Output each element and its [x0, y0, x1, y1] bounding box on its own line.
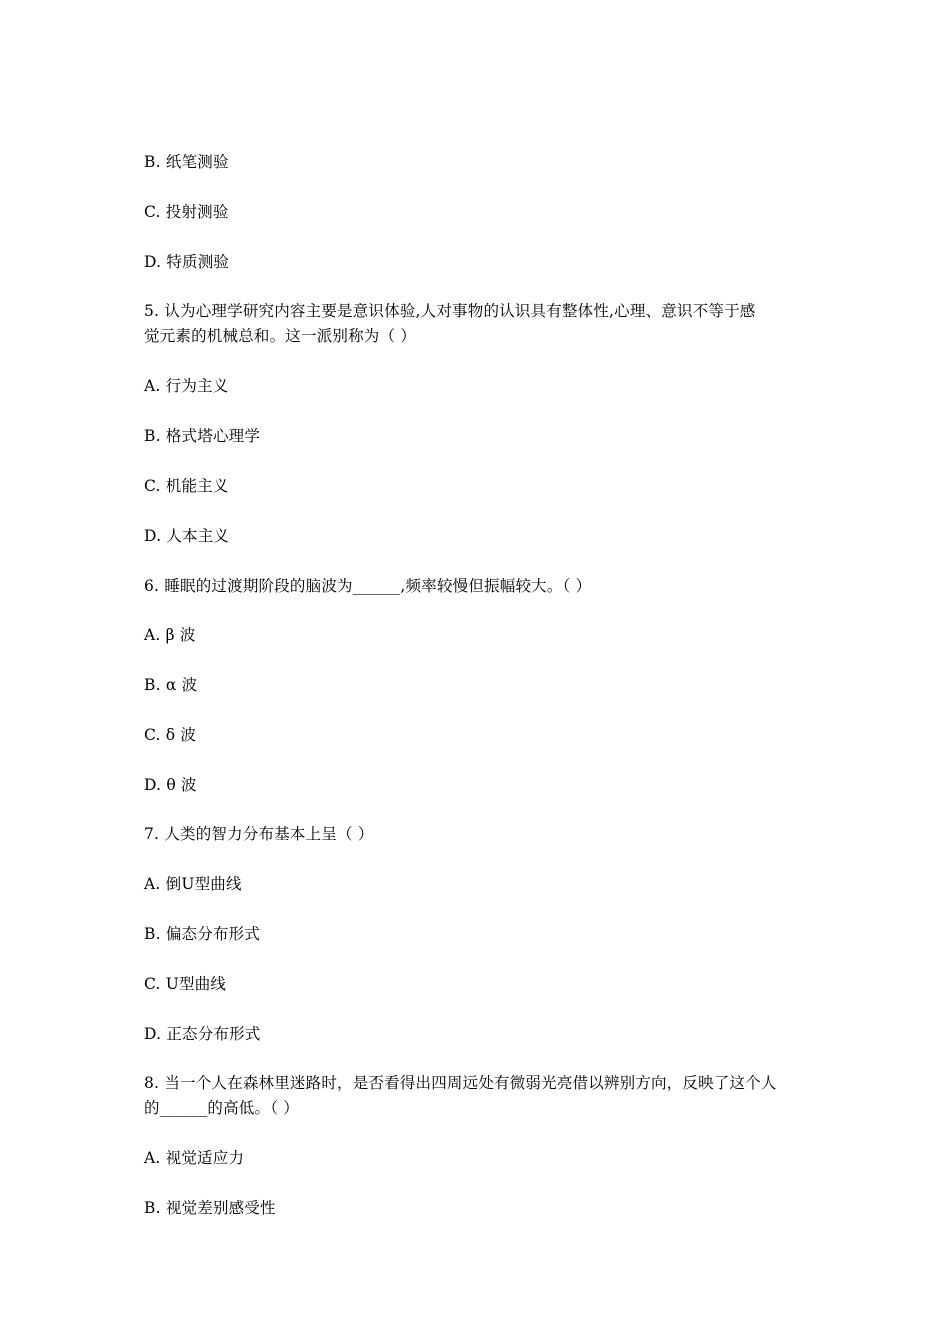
q7-stem: 7. 人类的智力分布基本上呈（ ） — [144, 825, 374, 843]
q6-option-a: A. β 波 — [144, 626, 196, 644]
q5-option-b: B. 格式塔心理学 — [144, 427, 261, 445]
q5-option-c: C. 机能主义 — [144, 477, 229, 495]
q6-option-d: D. θ 波 — [144, 776, 197, 794]
q6-option-b: B. α 波 — [144, 676, 198, 694]
q7-option-c: C. U型曲线 — [144, 975, 227, 993]
q7-option-d: D. 正态分布形式 — [144, 1025, 261, 1043]
q5-option-a: A. 行为主义 — [144, 377, 229, 395]
q5-option-d: D. 人本主义 — [144, 527, 230, 545]
q4-option-c: C. 投射测验 — [144, 203, 229, 221]
q8-option-a: A. 视觉适应力 — [144, 1149, 245, 1167]
q6-option-c: C. δ 波 — [144, 726, 197, 744]
q6-stem: 6. 睡眠的过渡期阶段的脑波为______,频率较慢但振幅较大。（ ） — [144, 577, 592, 595]
q5-stem-line-2: 觉元素的机械总和。这一派别称为（ ） — [144, 327, 417, 345]
q8-stem-line-1: 8. 当一个人在森林里迷路时，是否看得出四周远处有微弱光亮借以辨别方向，反映了这个人 — [144, 1074, 777, 1092]
q8-stem-line-2: 的______的高低。（ ） — [144, 1099, 299, 1117]
q7-option-a: A. 倒U型曲线 — [144, 875, 242, 893]
q4-option-b: B. 纸笔测验 — [144, 153, 229, 171]
q4-option-d: D. 特质测验 — [144, 253, 230, 271]
q8-option-b: B. 视觉差别感受性 — [144, 1199, 276, 1217]
q5-stem-line-1: 5. 认为心理学研究内容主要是意识体验,人对事物的认识具有整体性,心理、意识不等于感 — [144, 302, 756, 320]
q7-option-b: B. 偏态分布形式 — [144, 925, 261, 943]
